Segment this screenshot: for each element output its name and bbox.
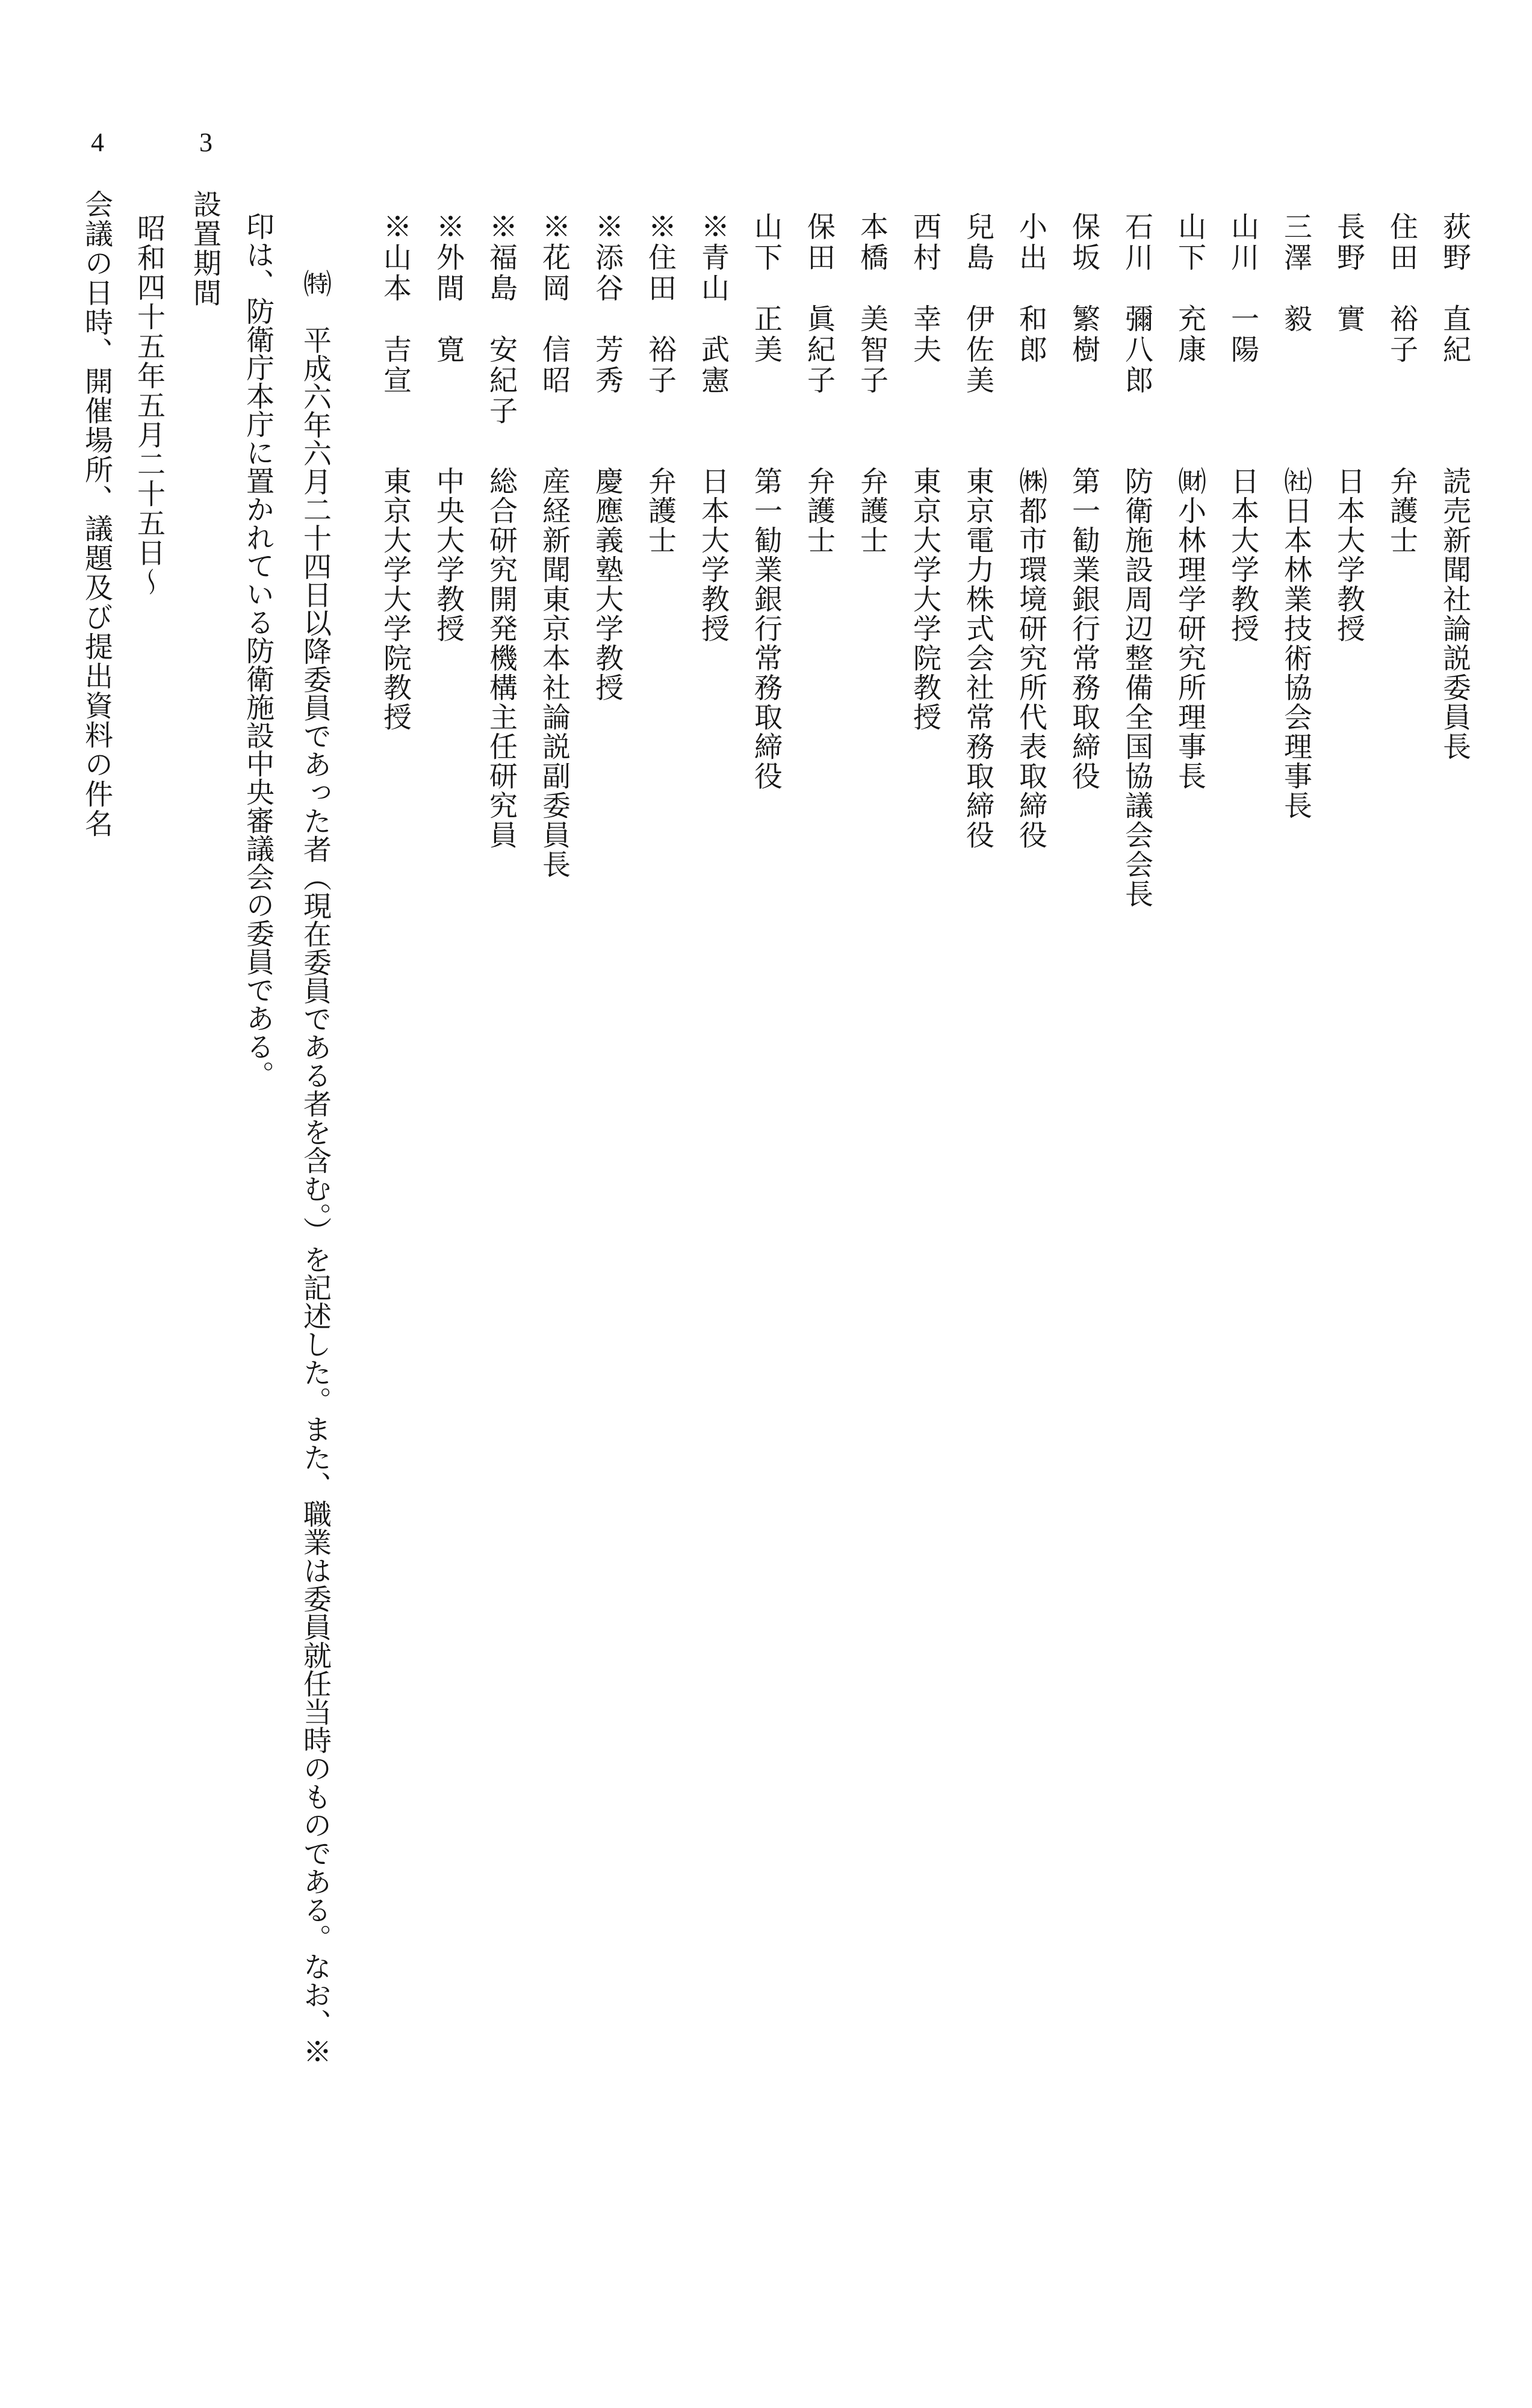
member-occupation: ㈱都市環境研究所代表取締役	[1014, 466, 1047, 850]
member-name: ※外間 寛	[432, 212, 465, 365]
member-name: 保坂 繁樹	[1067, 212, 1100, 365]
member-name: 本橋 美智子	[855, 212, 888, 396]
footnote-line: ㈵ 平成六年六月二十四日以降委員であった者（現在委員である者を含む。）を記述した。また、職業は委員就任当時のものである。なお、※	[299, 269, 332, 2066]
member-occupation: 弁護士	[855, 466, 888, 555]
member-occupation: 弁護士	[802, 466, 836, 555]
member-occupation: 日本大学教授	[1226, 466, 1259, 643]
section-number: 4	[91, 128, 104, 157]
member-occupation: 東京電力株式会社常務取締役	[961, 466, 994, 850]
member-occupation: 第一勧業銀行常務取締役	[1067, 466, 1100, 791]
member-occupation: 弁護士	[644, 466, 677, 555]
member-occupation: 日本大学教授	[1332, 466, 1365, 643]
footnote-line: 印は、防衛庁本庁に置かれている防衛施設中央審議会の委員である。	[241, 212, 274, 1089]
member-name: 西村 幸夫	[908, 212, 941, 365]
member-occupation: 東京大学大学院教授	[379, 466, 412, 732]
member-name: 長野 實	[1332, 212, 1365, 335]
member-name: ※山本 吉宣	[379, 212, 412, 396]
member-name: 荻野 直紀	[1438, 212, 1471, 365]
member-occupation: 中央大学教授	[432, 466, 465, 643]
member-name: ※花岡 信昭	[538, 212, 571, 396]
member-occupation: ㈶小林理学研究所理事長	[1173, 466, 1206, 791]
member-name: ※福島 安紀子	[485, 212, 518, 427]
member-occupation: 東京大学大学院教授	[908, 466, 941, 732]
member-name: 山下 正美	[749, 212, 783, 365]
member-occupation: 第一勧業銀行常務取締役	[749, 466, 783, 791]
member-occupation: 防衛施設周辺整備全国協議会会長	[1120, 466, 1153, 909]
member-name: ※添谷 芳秀	[591, 212, 624, 396]
member-name: 三澤 毅	[1279, 212, 1312, 335]
member-occupation: 読売新聞社論説委員長	[1438, 466, 1471, 761]
member-name: 山下 充康	[1173, 212, 1206, 365]
section-heading: 会議の日時、開催場所、議題及び提出資料の件名	[80, 190, 113, 838]
section-number: 3	[199, 128, 212, 157]
member-occupation: 日本大学教授	[696, 466, 730, 643]
member-name: 山川 一陽	[1226, 212, 1259, 365]
member-occupation: 弁護士	[1385, 466, 1418, 555]
member-occupation: ㈳日本林業技術協会理事長	[1279, 466, 1312, 820]
section-body: 昭和四十五年五月二十五日〜	[132, 214, 166, 597]
member-name: ※青山 武憲	[696, 212, 730, 396]
section-heading: 設置期間	[188, 190, 222, 308]
member-name: 小出 和郎	[1014, 212, 1047, 365]
member-name: ※住田 裕子	[644, 212, 677, 396]
member-occupation: 総合研究開発機構主任研究員	[485, 466, 518, 850]
member-name: 保田 眞紀子	[802, 212, 836, 396]
member-name: 兒島 伊佐美	[961, 212, 994, 396]
member-name: 石川 彌八郎	[1120, 212, 1153, 396]
member-name: 住田 裕子	[1385, 212, 1418, 365]
member-occupation: 産経新聞東京本社論説副委員長	[538, 466, 571, 879]
member-occupation: 慶應義塾大学教授	[591, 466, 624, 702]
